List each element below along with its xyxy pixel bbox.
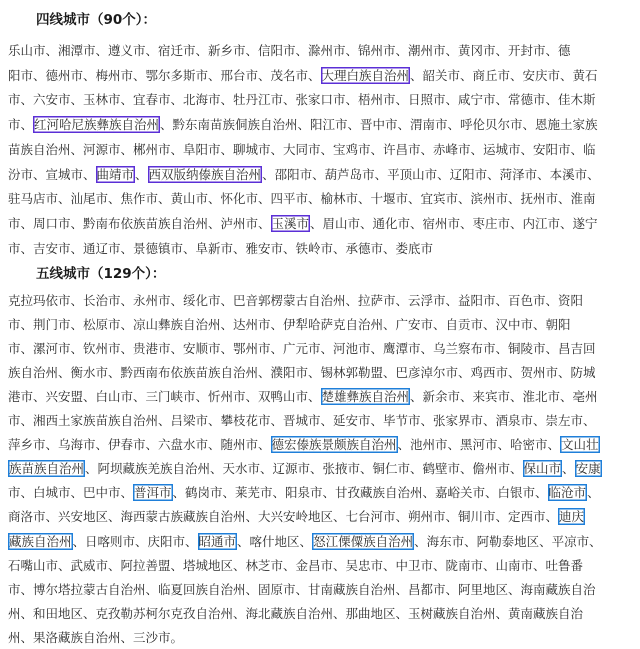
city-text: 、新余市、来宾市、淮北市、亳州 xyxy=(410,389,598,405)
tier4-text-line xyxy=(8,213,636,235)
city-text: 港市、兴安盟、白山市、三门峡市、忻州市、双鸭山市、 xyxy=(8,389,321,405)
highlighted-city: 藏族自治州 xyxy=(9,533,72,549)
city-text: 阳市、德州市、梅州市、鄂尔多斯市、邢台市、茂名市、 xyxy=(8,67,321,83)
city-text: 族自治州、衡水市、黔西南布依族苗族自治州、濮阳市、锡林郭勒盟、巴彦淖尔市、鸡西市、贺州市、防城 xyxy=(8,365,596,381)
highlighted-city: 普洱市 xyxy=(134,485,172,501)
tier4-text-line xyxy=(8,114,636,136)
city-text: 市、周口市、黔南布依族苗族自治州、泸州市、 xyxy=(8,215,271,231)
city-text: 、眉山市、通化市、宿州市、枣庄市、内江市、遂宁 xyxy=(310,215,598,231)
tier5-text-line xyxy=(8,458,636,480)
tier5-text-line xyxy=(8,434,636,456)
highlighted-city: 大理白族自治州 xyxy=(321,67,410,83)
tier5-text-line xyxy=(8,555,636,577)
city-text: 、海东市、阿勒泰地区、平凉市、 xyxy=(414,533,602,549)
city-text: 、 xyxy=(562,461,575,477)
city-text: 、喀什地区、 xyxy=(237,533,313,549)
city-text: 汾市、宣城市、 xyxy=(8,166,96,182)
city-text: 州、和田地区、克孜勒苏柯尔克孜自治州、海北藏族自治州、那曲地区、玉树藏族自治州、黄南藏族自治 xyxy=(8,605,584,621)
highlighted-city: 西双版纳傣族自治州 xyxy=(148,166,262,182)
tier4-text-line xyxy=(8,188,636,210)
highlighted-city: 保山市 xyxy=(523,461,562,477)
tier5-heading: 五线城市（129个）： xyxy=(36,266,166,282)
city-text: 市、漯河市、钦州市、贵港市、安顺市、鄂州市、广元市、河池市、鹰潭市、乌兰察布市、铜陵市、昌吉回 xyxy=(8,341,596,357)
city-text: 、黔东南苗族侗族自治州、阳江市、晋中市、渭南市、呼伦贝尔市、恩施土家族 xyxy=(160,117,598,133)
tier5-text-line xyxy=(8,314,636,336)
highlighted-city: 文山壮 xyxy=(561,437,599,453)
tier4-text-line xyxy=(8,40,636,62)
tier4-text-line xyxy=(8,65,636,87)
city-text: 萍乡市、乌海市、伊春市、六盘水市、随州市、 xyxy=(8,437,271,453)
city-text: 州、果洛藏族自治州、三沙市。 xyxy=(8,629,184,645)
tier5-text-line xyxy=(8,506,636,528)
city-text: 、 xyxy=(135,166,148,182)
highlighted-city: 迪庆 xyxy=(559,509,585,525)
highlighted-city: 红河哈尼族彝族自治州 xyxy=(34,117,160,133)
tier5-text-line xyxy=(8,410,636,432)
city-text: 、 xyxy=(587,485,600,501)
tier5-text-line xyxy=(8,579,636,601)
tier4-heading: 四线城市（90个）： xyxy=(36,12,157,28)
tier4-text-line xyxy=(8,139,636,161)
city-text: 市、湘西土家族苗族自治州、吕梁市、攀枝花市、晋城市、延安市、毕节市、张家界市、酒泉市、崇左市、 xyxy=(8,413,596,429)
city-text: 、邵阳市、葫芦岛市、平顶山市、辽阳市、菏泽市、本溪市、 xyxy=(262,166,600,182)
tier4-text-line xyxy=(8,238,636,260)
highlighted-city: 族苗族自治州 xyxy=(9,461,85,477)
city-text: 市、 xyxy=(8,117,34,133)
tier5-text-line xyxy=(8,338,636,360)
highlighted-city: 临沧市 xyxy=(548,485,587,501)
highlighted-city: 曲靖市 xyxy=(96,166,135,182)
city-text: 、日喀则市、庆阳市、 xyxy=(72,533,198,549)
city-text: 、阿坝藏族羌族自治州、天水市、辽源市、张掖市、铜仁市、鹤壁市、儋州市、 xyxy=(85,461,523,477)
city-text: 市、博尔塔拉蒙古自治州、临夏回族自治州、固原市、甘南藏族自治州、昌都市、阿里地区、海南藏族自治 xyxy=(8,581,596,597)
city-text: 市、白城市、巴中市、 xyxy=(8,485,134,501)
tier5-text-line xyxy=(8,482,636,504)
tier5-text-line xyxy=(8,627,636,649)
city-text: 、韶关市、商丘市、安庆市、黄石 xyxy=(410,67,598,83)
city-text: 、鹤岗市、莱芜市、阳泉市、甘孜藏族自治州、嘉峪关市、白银市、 xyxy=(172,485,548,501)
highlighted-city: 玉溪市 xyxy=(271,215,310,231)
city-text: 苗族自治州、河源市、郴州市、阜阳市、聊城市、大同市、宝鸡市、许昌市、赤峰市、运城市、安阳市、临 xyxy=(8,141,596,157)
highlighted-city: 怒江傈僳族自治州 xyxy=(313,533,414,549)
city-text: 石嘴山市、武威市、阿拉善盟、塔城地区、林芝市、金昌市、吴忠市、中卫市、陇南市、山南市、吐鲁番 xyxy=(8,557,584,573)
city-text: 市、吉安市、通辽市、景德镇市、阜新市、雅安市、铁岭市、承德市、娄底市 xyxy=(8,240,434,256)
city-text: 市、六安市、玉林市、宜春市、北海市、牡丹江市、张家口市、梧州市、日照市、咸宁市、常德市、佳木斯 xyxy=(8,92,596,108)
tier5-text-line xyxy=(8,603,636,625)
city-text: 乐山市、湘潭市、遵义市、宿迁市、新乡市、信阳市、滁州市、锦州市、潮州市、黄冈市、开封市、德 xyxy=(8,43,571,58)
city-text: 克拉玛依市、长治市、永州市、绥化市、巴音郭楞蒙古自治州、拉萨市、云浮市、益阳市、百色市、资阳 xyxy=(8,293,584,308)
city-text: 商洛市、兴安地区、海西蒙古族藏族自治州、大兴安岭地区、七台河市、朔州市、铜川市、定西市、 xyxy=(8,509,559,525)
tier5-text-line xyxy=(8,290,636,312)
city-text: 市、荆门市、松原市、凉山彝族自治州、达州市、伊犁哈萨克自治州、广安市、自贡市、汉中市、朝阳 xyxy=(8,317,571,333)
tier5-text-line xyxy=(8,362,636,384)
tier5-text-line xyxy=(8,386,636,408)
highlighted-city: 德宏傣族景颇族自治州 xyxy=(271,437,397,453)
highlighted-city: 楚雄彝族自治州 xyxy=(321,389,410,405)
city-text: 、池州市、黑河市、哈密市、 xyxy=(397,437,561,453)
tier4-text-line xyxy=(8,89,636,111)
tier4-text-line xyxy=(8,164,636,186)
tier5-text-line xyxy=(8,531,636,553)
highlighted-city: 安康 xyxy=(575,461,601,477)
highlighted-city: 昭通市 xyxy=(198,533,237,549)
city-text: 驻马店市、汕尾市、焦作市、黄山市、怀化市、四平市、榆林市、十堰市、宜宾市、滨州市、抚州市、淮南 xyxy=(8,191,596,207)
